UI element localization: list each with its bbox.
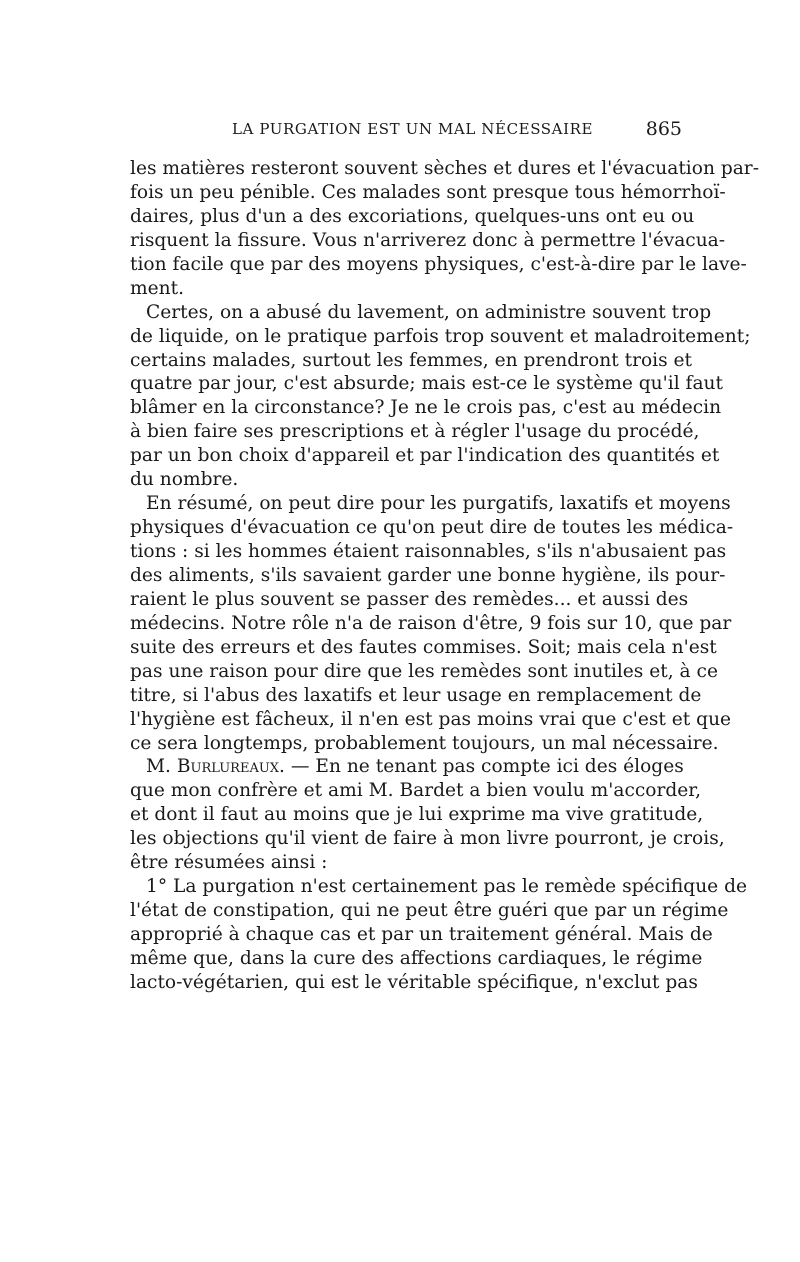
speaker-line-rest: . — En ne tenant pas compte ici des éloges [279,756,684,778]
text-line: certains malades, surtout les femmes, en prendront trois et [130,349,693,371]
text-line: l'hygiène est fâcheux, il n'en est pas moins vrai que c'est et que [130,708,732,730]
body-text [130,157,759,995]
text-line: de liquide, on le pratique parfois trop souvent et maladroitement; [130,325,751,347]
text-line: être résumées ainsi : [130,852,328,874]
text-line: physiques d'évacuation ce qu'on peut dire de toutes les médica- [130,517,734,539]
text-line: Certes, on a abusé du lavement, on administre souvent trop [146,301,712,323]
text-line: l'état de constipation, qui ne peut être guéri que par un régime [130,900,729,922]
text-line: que mon confrère et ami M. Bardet a bien voulu m'accorder, [130,780,702,802]
text-line: par un bon choix d'appareil et par l'indication des quantités et [130,445,720,467]
text-line: ment. [130,277,184,299]
text-line: titre, si l'abus des laxatifs et leur usage en remplacement de [130,684,702,706]
text-line: quatre par jour, c'est absurde; mais est-ce le système qu'il faut [130,373,723,395]
text-line: à bien faire ses prescriptions et à régler l'usage du procédé, [130,421,700,443]
text-line: fois un peu pénible. Ces malades sont presque tous hémorrhoï- [130,181,726,203]
text-line: pas une raison pour dire que les remèdes sont inutiles et, à ce [130,660,718,682]
text-line [130,755,684,779]
paragraph [130,301,751,493]
text-line: risquent la fissure. Vous n'arriverez donc à permettre l'évacua- [130,229,726,251]
text-line: ce sera longtemps, probablement toujours, un mal nécessaire. [130,732,719,754]
text-line: les matières resteront souvent sèches et dures et l'évacuation par- [130,158,759,179]
text-line: et dont il faut au moins que je lui exprime ma vive gratitude, [130,804,704,826]
paragraph [130,755,725,875]
text-line: tion facile que par des moyens physiques, c'est-à-dire par le lave- [130,253,747,275]
text-line: des aliments, s'ils savaient garder une bonne hygiène, ils pour- [130,564,726,586]
page-number: 865 [645,118,682,140]
text-line: approprié à chaque cas et par un traitement général. Mais de [130,924,713,945]
text-line: tions : si les hommes étaient raisonnables, s'ils n'abusaient pas [130,541,727,562]
speaker-name: Burlureaux [176,756,280,778]
text-line: 1° La purgation n'est certainement pas le remède spécifique de [146,876,747,898]
paragraph [130,492,734,755]
text-line: du nombre. [130,469,239,491]
text-line: les objections qu'il vient de faire à mon livre pourront, je crois, [130,828,725,850]
text-line: médecins. Notre rôle n'a de raison d'être, 9 fois sur 10, que par [130,612,732,634]
running-head [130,118,682,144]
text-line: lacto-végétarien, qui est le véritable spécifique, n'exclut pas [130,971,698,993]
text-line: suite des erreurs et des fautes commises. Soit; mais cela n'est [130,636,717,658]
speaker-prefix: M. [146,756,177,778]
text-line: daires, plus d'un a des excoriations, quelques-uns ont eu ou [130,205,695,227]
text-line: En résumé, on peut dire pour les purgatifs, laxatifs et moyens [146,493,731,515]
paragraph [130,875,747,995]
running-title: LA PURGATION EST UN MAL NÉCESSAIRE [232,120,594,138]
text-line: même que, dans la cure des affections cardiaques, le régime [130,947,703,969]
text-line: blâmer en la circonstance? Je ne le crois pas, c'est au médecin [130,397,722,419]
paragraph [130,157,759,301]
text-line: raient le plus souvent se passer des remèdes... et aussi des [130,588,689,610]
